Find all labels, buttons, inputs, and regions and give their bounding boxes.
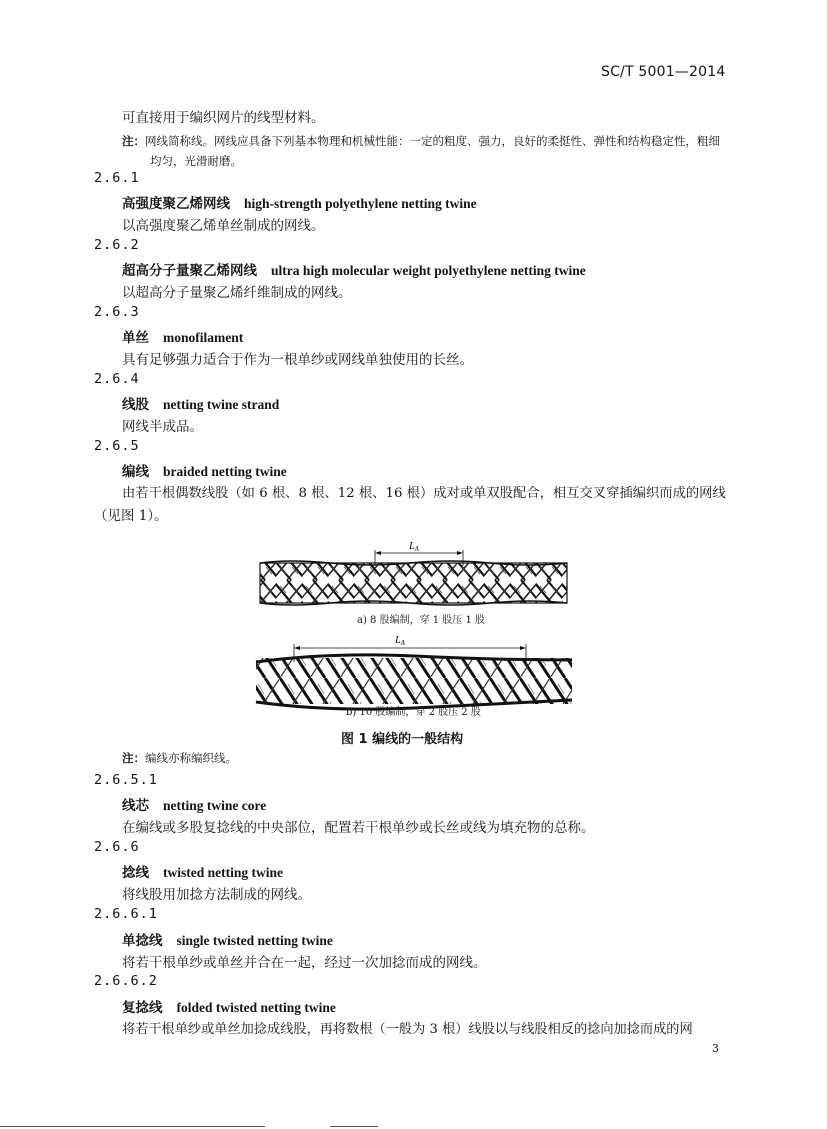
term-en: monofilament — [163, 330, 244, 345]
figure-caption-b: b) 10 股编制，穿 2 股压 2 股 — [346, 707, 481, 718]
term-heading — [122, 393, 279, 413]
term-heading — [122, 460, 287, 480]
note-main-line1 — [122, 133, 720, 149]
term-zh: 复捻线 — [122, 1000, 163, 1016]
section-number: 2.6.6 — [94, 839, 140, 855]
section-number: 2.6.3 — [94, 304, 140, 320]
length-label-a: $L_A$ — [409, 541, 419, 553]
section-number: 2.6.5 — [94, 438, 140, 454]
term-zh: 超高分子量聚乙烯网线 — [122, 263, 257, 279]
term-definition-cont: （见图 1）。 — [94, 508, 168, 524]
term-heading — [122, 326, 243, 346]
standard-code: SC/T 5001—2014 — [601, 64, 726, 80]
term-zh: 单丝 — [122, 330, 149, 346]
term-definition: 将线股用加捻方法制成的网线。 — [122, 887, 311, 903]
term-zh: 线股 — [122, 397, 149, 413]
section-number: 2.6.6.1 — [94, 906, 158, 922]
note-text: 编线亦称编织线。 — [145, 751, 237, 765]
term-definition: 将若干根单纱或单丝加捻成线股，再将数根（一般为 3 根）线股以与线股相反的捻向加捻而成的网 — [122, 1022, 693, 1037]
term-en: netting twine strand — [163, 397, 280, 412]
term-en: braided netting twine — [163, 464, 287, 479]
term-zh: 捻线 — [122, 865, 149, 881]
term-heading — [122, 996, 336, 1016]
term-heading — [122, 259, 586, 279]
term-en: folded twisted netting twine — [176, 1000, 336, 1015]
term-definition: 以超高分子量聚乙烯纤维制成的网线。 — [122, 285, 352, 301]
term-zh: 高强度聚乙烯网线 — [122, 196, 230, 212]
note-label: 注： — [122, 134, 145, 148]
term-definition: 将若干根单纱或单丝并合在一起，经过一次加捻而成的网线。 — [122, 955, 487, 971]
term-en: ultra high molecular weight polyethylene netting twine — [271, 263, 586, 278]
section-number: 2.6.4 — [94, 371, 140, 387]
figure-title: 图 1 编线的一般结构 — [341, 732, 464, 747]
term-en: single twisted netting twine — [176, 933, 333, 948]
term-heading — [122, 794, 266, 814]
term-zh: 编线 — [122, 464, 149, 480]
intro-line: 可直接用于编织网片的线型材料。 — [122, 110, 325, 126]
term-zh: 线芯 — [122, 798, 149, 814]
section-number: 2.6.1 — [94, 170, 140, 186]
term-heading — [122, 861, 283, 881]
note-figure — [122, 750, 237, 766]
bottom-rule — [0, 1126, 265, 1127]
note-main-line2: 均匀，光滑耐磨。 — [150, 154, 242, 168]
term-en: twisted netting twine — [163, 865, 283, 880]
note-label: 注： — [122, 751, 145, 765]
length-label-b: $L_A$ — [395, 635, 405, 647]
section-number: 2.6.2 — [94, 237, 140, 253]
term-en: netting twine core — [163, 798, 267, 813]
term-definition: 网线半成品。 — [122, 419, 203, 435]
bottom-rule — [330, 1126, 378, 1127]
term-definition: 具有足够强力适合于作为一根单纱或网线单独使用的长丝。 — [122, 352, 473, 368]
section-number: 2.6.6.2 — [94, 973, 158, 989]
braid-a — [260, 561, 567, 605]
term-zh: 单捻线 — [122, 933, 163, 949]
term-heading — [122, 929, 333, 949]
page-number: 3 — [712, 1042, 719, 1055]
term-definition: 由若干根偶数线股（如 6 根、8 根、12 根、16 根）成对或单双股配合，相互交叉穿插编织而成的网线 — [122, 486, 726, 501]
term-definition: 在编线或多股复捻线的中央部位，配置若干根单纱或长丝或线为填充物的总称。 — [122, 820, 595, 836]
term-en: high-strength polyethylene netting twine — [244, 196, 477, 211]
braid-b — [256, 655, 572, 709]
figure-caption-a: a) 8 股编制，穿 1 股压 1 股 — [357, 615, 486, 626]
section-number: 2.6.5.1 — [94, 772, 158, 788]
term-heading — [122, 192, 477, 212]
note-text-1: 网线简称线。网线应具备下列基本物理和机械性能：一定的粗度、强力，良好的柔挺性、弹性和结构稳定性，粗细 — [145, 134, 720, 148]
term-definition: 以高强度聚乙烯单丝制成的网线。 — [122, 218, 325, 234]
